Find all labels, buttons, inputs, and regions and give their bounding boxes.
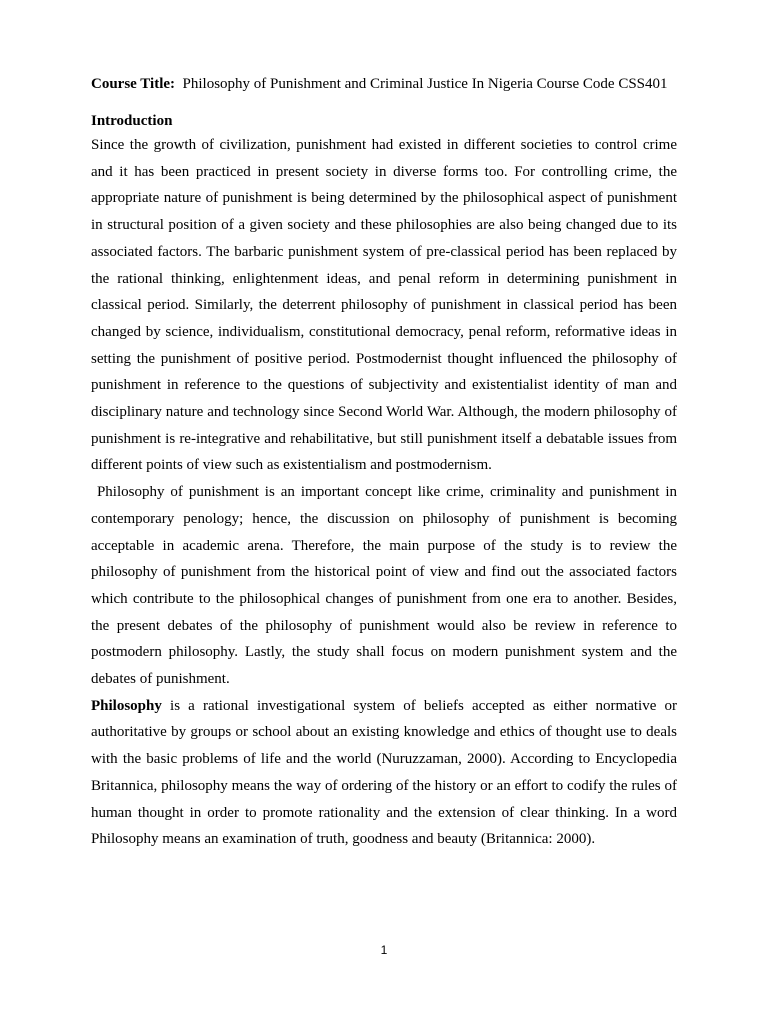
body-paragraph-2 bbox=[91, 479, 681, 693]
document-body bbox=[91, 73, 681, 853]
body-paragraph-3 bbox=[91, 693, 677, 853]
course-title-line bbox=[91, 73, 677, 95]
philosophy-term: Philosophy bbox=[91, 697, 162, 714]
page-number: 1 bbox=[380, 943, 388, 957]
section-heading: Introduction bbox=[91, 113, 173, 129]
body-paragraph-2-text: Philosophy of punishment is an important concept like crime, criminality and punishment in contemporary penology; hence, the discussion on philosophy of punishment is becoming acceptable in academic arena. Therefore, the main purpose of the study is to review the philosophy of punishment from the historical point of view and find out the associated factors which contribute to the philosophical changes of punishment from one era to another. Besides, the present debates of the philosophy of punishment would also be review in reference to postmodern philosophy. Lastly, the study shall focus on modern punishment system and the debates of punishment. bbox=[91, 484, 681, 688]
body-paragraph-3-text: is a rational investigational system of beliefs accepted as either normative or authoritative by groups or school about an existing knowledge and ethics of thought use to deals with the basic problems of life and the world (Nuruzzaman, 2000). According to Encyclopedia Britannica, philosophy means the way of ordering of the history or an effort to codify the rules of human thought in order to promote rationality and the extension of clear thinking. In a word Philosophy means an examination of truth, goodness and beauty (Britannica: 2000). bbox=[91, 697, 677, 848]
course-title-label: Course Title: bbox=[91, 76, 176, 92]
body-paragraph-1: Since the growth of civilization, punishment had existed in different societies to control crime and it has been practiced in present society in diverse forms too. For controlling crime, the appropriate nature of punishment is being determined by the philosophical aspect of punishment in structural position of a given society and these philosophies are also being changed due to its associated factors. The barbaric punishment system of pre-classical period has been replaced by the rational thinking, enlightenment ideas, and penal reform in determining punishment in classical period. Similarly, the deterrent philosophy of punishment in classical period has been changed by science, individualism, constitutional democracy, penal reform, reformative ideas in setting the punishment of positive period. Postmodernist thought influenced the philosophy of punishment in reference to the questions of subjectivity and existentialist identity of man and disciplinary nature and technology since Second World War. Although, the modern philosophy of punishment is re-integrative and rehabilitative, but still punishment itself a debatable issues from different points of view such as existentialism and postmodernism. bbox=[91, 137, 677, 474]
course-title-value: Philosophy of Punishment and Criminal Justice In Nigeria Course Code CSS401 bbox=[182, 76, 668, 92]
